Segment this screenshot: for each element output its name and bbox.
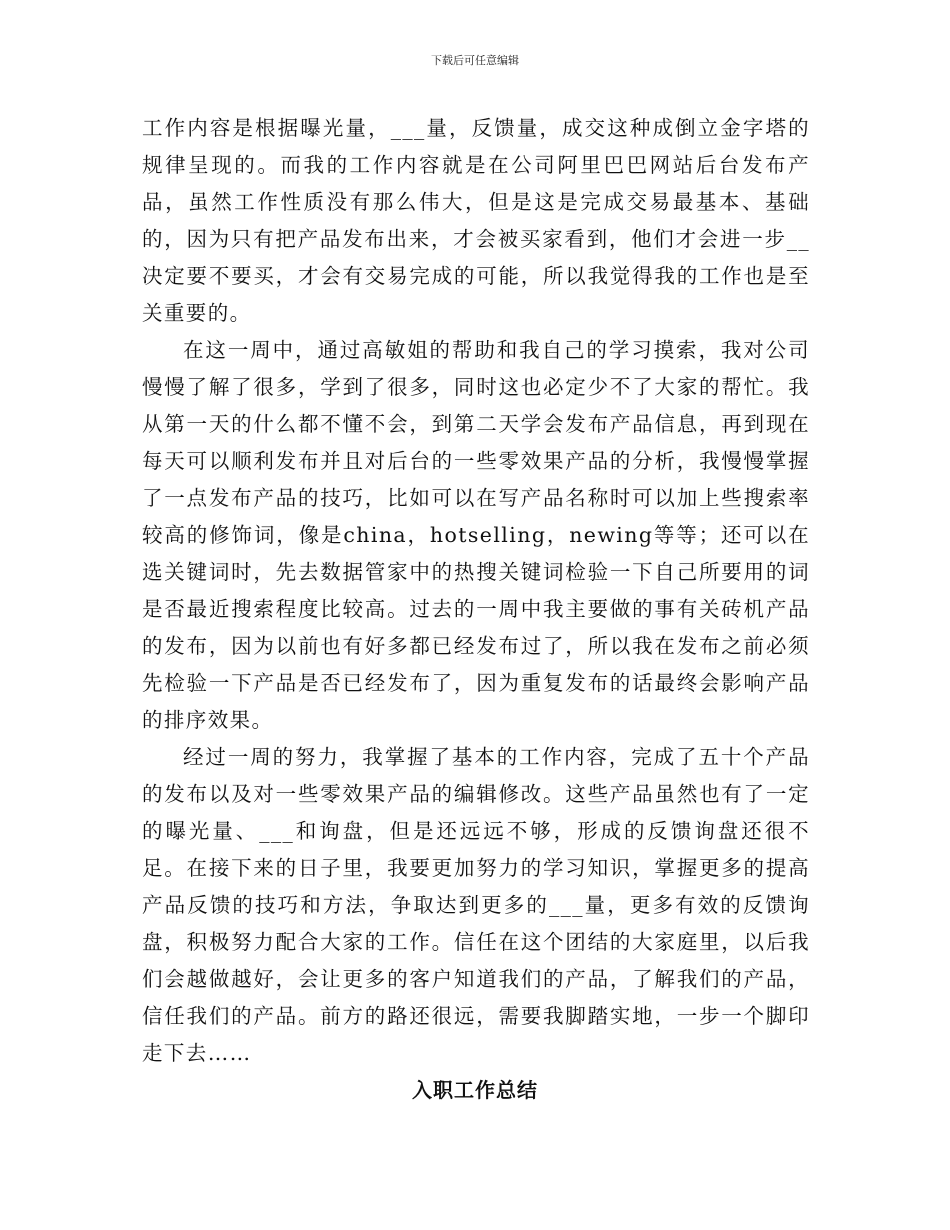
page-header: 下载后可任意编辑 bbox=[431, 54, 519, 67]
paragraph-3: 经过一周的努力，我掌握了基本的工作内容，完成了五十个产品的发布以及对一些零效果产品的编辑修改。这些产品虽然也有了一定的曝光量、___和询盘，但是还远远不够，形成的反馈询盘还很不足。在接下来的日子里，我要更加努力的学习知识，掌握更多的提高产品反馈的技巧和方法，争取达到更多的___量，更多有效的反馈询盘，积极努力配合大家的工作。信任在这个团结的大家庭里，以后我们会越做越好，会让更多的客户知道我们的产品，了解我们的产品，信任我们的产品。前方的路还很远，需要我脚踏实地，一步一个脚印走下去…… bbox=[142, 745, 810, 1065]
section-title: 入职工作总结 bbox=[412, 1078, 538, 1102]
paragraph-2: 在这一周中，通过高敏姐的帮助和我自己的学习摸索，我对公司慢慢了解了很多，学到了很多，同时这也必定少不了大家的帮忙。我从第一天的什么都不懂不会，到第二天学会发布产品信息，再到现在每天可以顺利发布并且对后台的一些零效果产品的分析，我慢慢掌握了一点发布产品的技巧，比如可以在写产品名称时可以加上些搜索率较高的修饰词，像是china，hotselling，newing等等；还可以在选关键词时，先去数据管家中的热搜关键词检验一下自己所要用的词是否最近搜索程度比较高。过去的一周中我主要做的事有关砖机产品的发布，因为以前也有好多都已经发布过了，所以我在发布之前必须先检验一下产品是否已经发布了，因为重复发布的话最终会影响产品的排序效果。 bbox=[142, 338, 810, 732]
document-body bbox=[142, 110, 810, 1072]
paragraph-1: 工作内容是根据曝光量，___量，反馈量，成交这种成倒立金字塔的规律呈现的。而我的工作内容就是在公司阿里巴巴网站后台发布产品，虽然工作性质没有那么伟大，但是这是完成交易最基本、基础的，因为只有把产品发布出来，才会被买家看到，他们才会进一步__决定要不要买，才会有交易完成的可能，所以我觉得我的工作也是至关重要的。 bbox=[142, 116, 810, 325]
